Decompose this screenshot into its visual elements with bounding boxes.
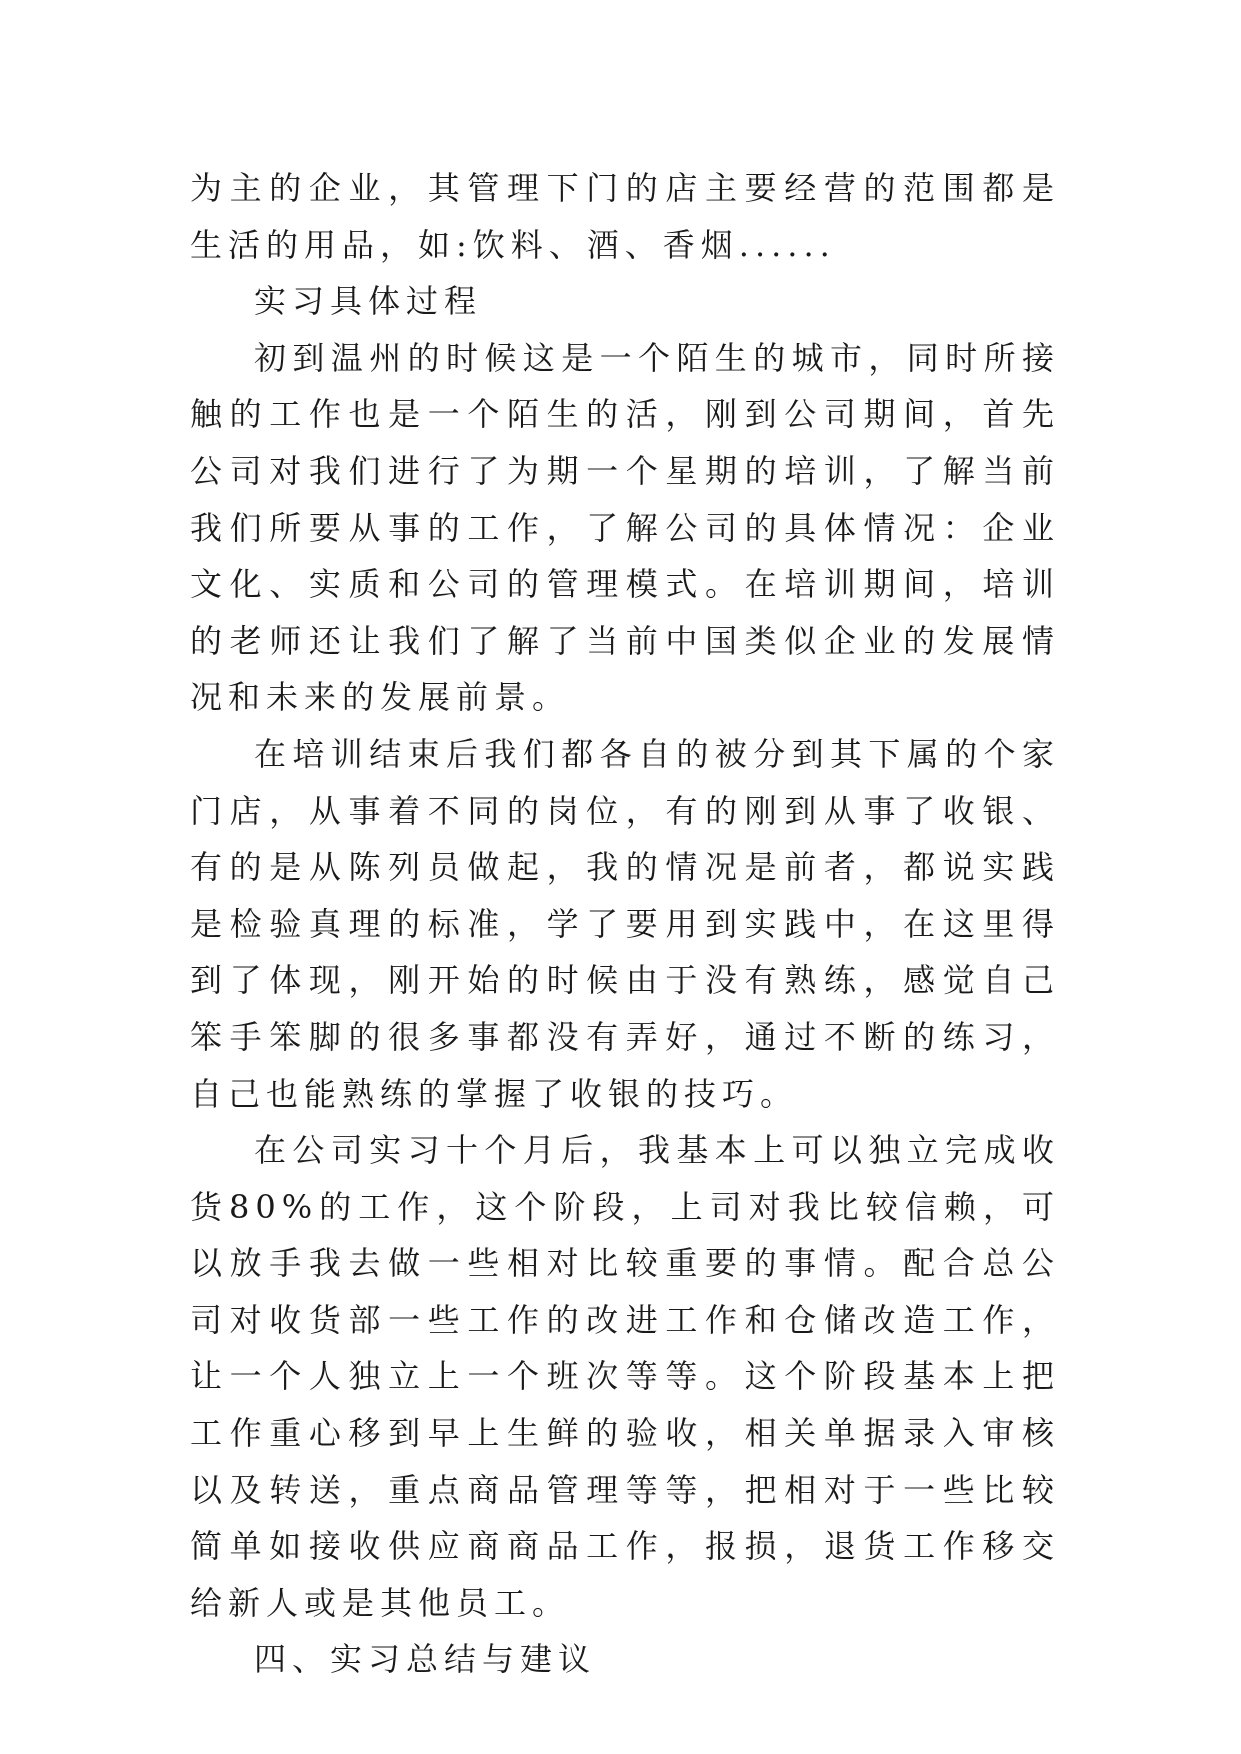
document-body	[190, 160, 1060, 1688]
paragraph-arrival: 初到温州的时候这是一个陌生的城市，同时所接触的工作也是一个陌生的活，刚到公司期间，首先公司对我们进行了为期一个星期的培训，了解当前我们所要从事的工作，了解公司的具体情况：企业文化、实质和公司的管理模式。在培训期间，培训的老师还让我们了解了当前中国类似企业的发展情况和未来的发展前景。	[190, 338, 1060, 717]
section-heading-summary: 四、实习总结与建议	[254, 1640, 597, 1679]
paragraph-receiving: 在公司实习十个月后，我基本上可以独立完成收货80%的工作，这个阶段，上司对我比较信赖，可以放手我去做一些相对比较重要的事情。配合总公司对收货部一些工作的改进工作和仓储改造工作，让一个人独立上一个班次等等。这个阶段基本上把工作重心移到早上生鲜的验收，相关单据录入审核以及转送，重点商品管理等等，把相对于一些比较简单如接收供应商商品工作，报损，退货工作移交给新人或是其他员工。	[190, 1131, 1060, 1622]
paragraph-cashier: 在培训结束后我们都各自的被分到其下属的个家门店，从事着不同的岗位，有的刚到从事了收银、有的是从陈列员做起，我的情况是前者，都说实践是检验真理的标准，学了要用到实践中，在这里得到了体现，刚开始的时候由于没有熟练，感觉自己笨手笨脚的很多事都没有弄好，通过不断的练习，自己也能熟练的掌握了收银的技巧。	[190, 734, 1060, 1113]
paragraph-continuation: 为主的企业，其管理下门的店主要经营的范围都是生活的用品，如:饮料、酒、香烟......	[190, 169, 1060, 264]
section-heading-process: 实习具体过程	[254, 282, 483, 321]
